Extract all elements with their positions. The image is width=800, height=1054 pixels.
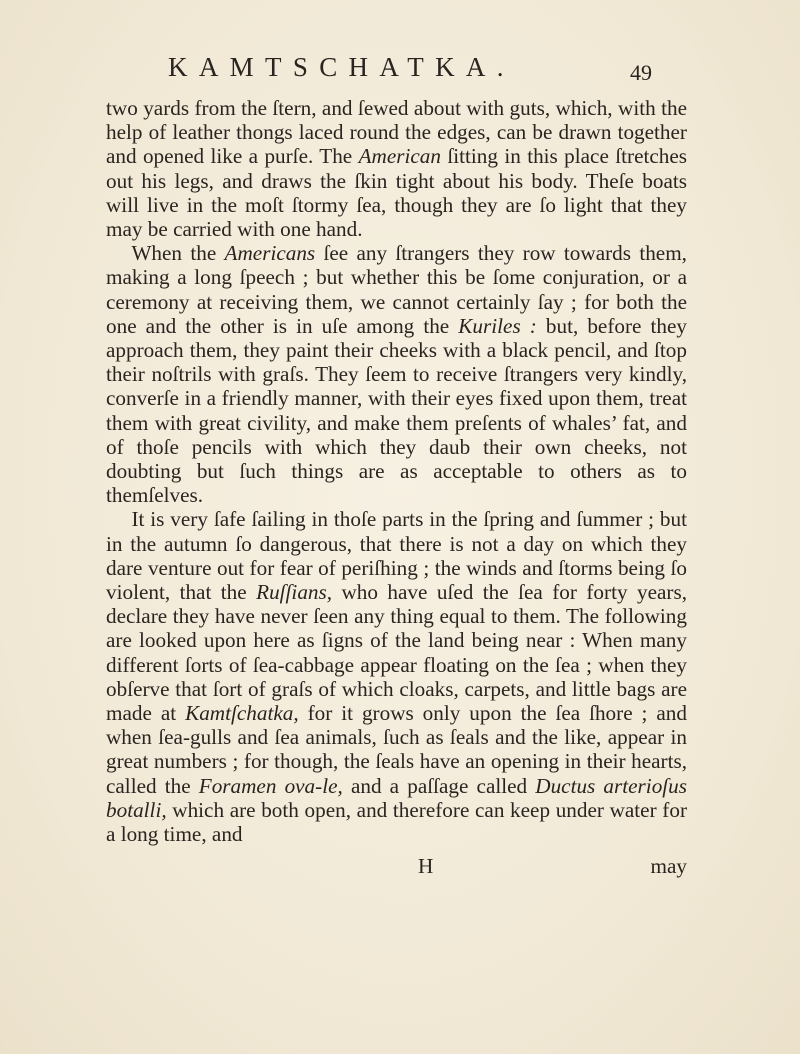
signature-mark: H [418, 854, 434, 878]
paragraph-1-text-a: two yards from the ſtern, and ſewed about with guts, which, with the help of leather thongs laced round the edges, can be drawn together and opened like a purſe. The [106, 96, 687, 169]
paragraph-3-italic-b: Kamtſchatka, [185, 701, 299, 726]
paragraph-3-text-b: who have uſed the ſea for forty years, declare they have never ſeen any thing equal to them. The following are looked upon here as ſigns of the land being near : When many different ſorts of ſea-cabbage appear floating on the ſea ; when they obſerve that ſort of graſs of which cloaks, carpets, and little bags are made at [106, 580, 687, 726]
paragraph-1-italic-a: American [358, 144, 441, 169]
paragraph-2 [106, 241, 687, 507]
paragraph-3-text-e: which are both open, and therefore can keep under water for a long time, and [106, 797, 687, 847]
paragraph-2-text-b: ſee any ſtrangers they row towards them, making a long ſpeech ; but whether this be ſome conjuration, or a ceremony at receiving them, we cannot certainly ſay ; for both the one and the other is in uſe among the [106, 241, 687, 338]
paragraph-1 [106, 96, 687, 241]
paragraph-3-italic-d: Ductus arterioſus botalli, [106, 773, 688, 822]
catch-line [106, 854, 687, 880]
paragraph-2-text-a: When the [131, 241, 225, 266]
paragraph-2-text-c: but, before they approach them, they paint their cheeks with a black pencil, and ſtop their noſtrils with graſs. They ſeem to receive ſtrangers very kindly, converſe in a friendly manner, with their eyes fixed upon them, treat them with great civility, and make them preſents of whales’ fat, and of thoſe pencils with which they daub their own cheeks, not doubting but ſuch things are as acceptable to others as to themſelves. [106, 313, 687, 508]
paragraph-3 [106, 507, 687, 846]
paragraph-3-text-a: It is very ſafe ſailing in thoſe parts in the ſpring and ſummer ; but in the autumn ſo dangerous, that there is not a day on which they dare venture out for fear of periſhing ; the winds and ſtorms being ſo violent, that the [106, 507, 687, 605]
paragraph-3-italic-a: Ruſſians, [256, 580, 333, 605]
paragraph-3-text-c: for it grows only upon the ſea ſhore ; and when ſea-gulls and ſea animals, ſuch as ſeals and the like, appear in great numbers ; for though, the ſeals have an opening in their hearts, called the [106, 701, 687, 798]
running-title: KAMTSCHATKA. [168, 52, 515, 82]
catchword: may [650, 854, 687, 878]
paragraph-2-italic-b: Kuriles : [458, 313, 537, 338]
paragraph-1-text-b: ſitting in this place ſtretches out his legs, and draws the ſkin tight about his body. Theſe boats will live in the moſt ſtormy ſea, though they are ſo light that they may be carried with one hand. [106, 144, 688, 242]
paragraph-3-text-d: and a paſſage called [342, 773, 536, 798]
page-number: 49 [630, 60, 652, 85]
paragraph-2-italic-a: Americans [224, 241, 316, 266]
paragraph-3-italic-c: Foramen ova-le, [198, 773, 343, 798]
body-text [106, 96, 687, 846]
